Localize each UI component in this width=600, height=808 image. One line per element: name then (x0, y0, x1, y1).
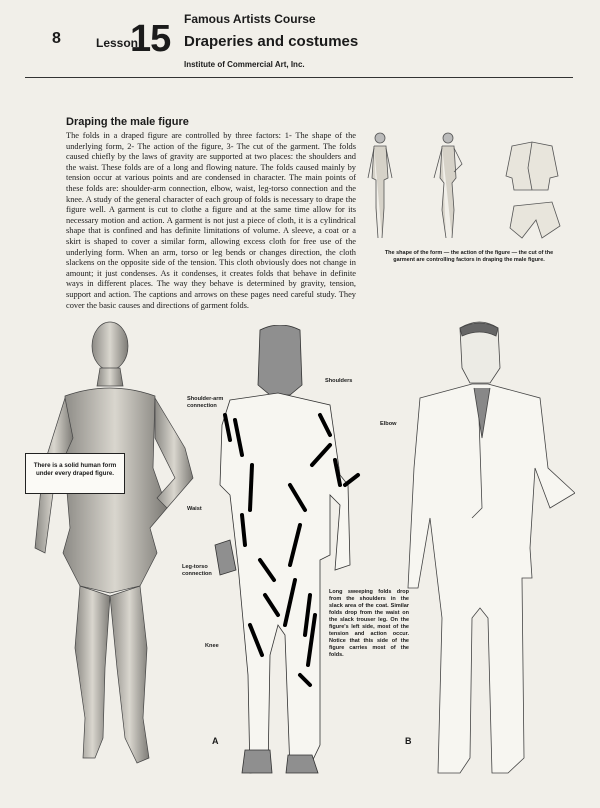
header-divider (25, 77, 573, 78)
nude-figure-illustration (25, 318, 200, 792)
top-figures-caption: The shape of the form — the action of the figure — the cut of the garment are controlling factors in draping the male figure. (384, 250, 554, 263)
figure-b-label: B (405, 736, 412, 746)
lesson-label: Lesson (96, 36, 139, 50)
knee-label: Knee (205, 643, 219, 649)
leg-torso-label: Leg-torso connection (182, 564, 212, 577)
small-figures-illustration (362, 128, 572, 248)
body-paragraph: The folds in a draped figure are controlled by three factors: 1- The shape of the underlying form, 2- The action of the figure, 3- The cut of the garment. The folds caused chiefly by the laws of gravity are supported at two places: the shoulders and the waist. These folds are of a long and flowing nature. The folds caused mainly by tension occur at various points and are condensed in character. The main points of these folds are: shoulder-arm connection, elbow, waist, leg-torso connection and the knee. A study of the general character of each group of folds is necessary to drape the figure well. A garment is cut to clothe a figure and at the same time allow for its necessary motion and action. A garment is not just a piece of cloth, it is a cylindrical shape that is confined and has definite limitations of volume. A sleeve, a coat or a skirt is shaped to cover a similar form, allowing excess cloth for free use of the underlying form. When an arm, torso or leg bends or changes direction, the cloth slackens on the opposite side of the tension. This cloth obviously does not change in amount; it just condenses. As it condenses, it creates folds that behave in definite ways in different places. The way they behave is determined by gravity, tension, support and action. The captions and arrows on these pages need careful study. They cover the basic causes and directions of garment folds. (66, 131, 356, 310)
lesson-number: 15 (130, 18, 171, 60)
figure-b-illustration (400, 318, 575, 788)
solid-form-text: There is a solid human form under every draped figure. (33, 462, 117, 477)
long-folds-caption: Long sweeping folds drop from the shoulders in the slack area of the coat. Similar folds drop from the waist on the slack trouser leg. On the figure's left side, most of the tension and action occur. Notice that this side of the figure carries most of the folds. (329, 589, 409, 658)
figure-a-label: A (212, 736, 219, 746)
section-heading: Draping the male figure (66, 116, 189, 128)
figure-a-illustration (190, 325, 370, 785)
course-name: Famous Artists Course (184, 12, 316, 26)
page-number: 8 (52, 30, 61, 47)
waist-label: Waist (187, 506, 202, 512)
page-title: Draperies and costumes (184, 33, 359, 50)
solid-form-callout (25, 453, 125, 494)
elbow-label: Elbow (380, 421, 397, 427)
shoulder-arm-label: Shoulder-arm connection (187, 396, 224, 409)
shoulders-label: Shoulders (325, 378, 353, 384)
publisher: Institute of Commercial Art, Inc. (184, 60, 305, 69)
